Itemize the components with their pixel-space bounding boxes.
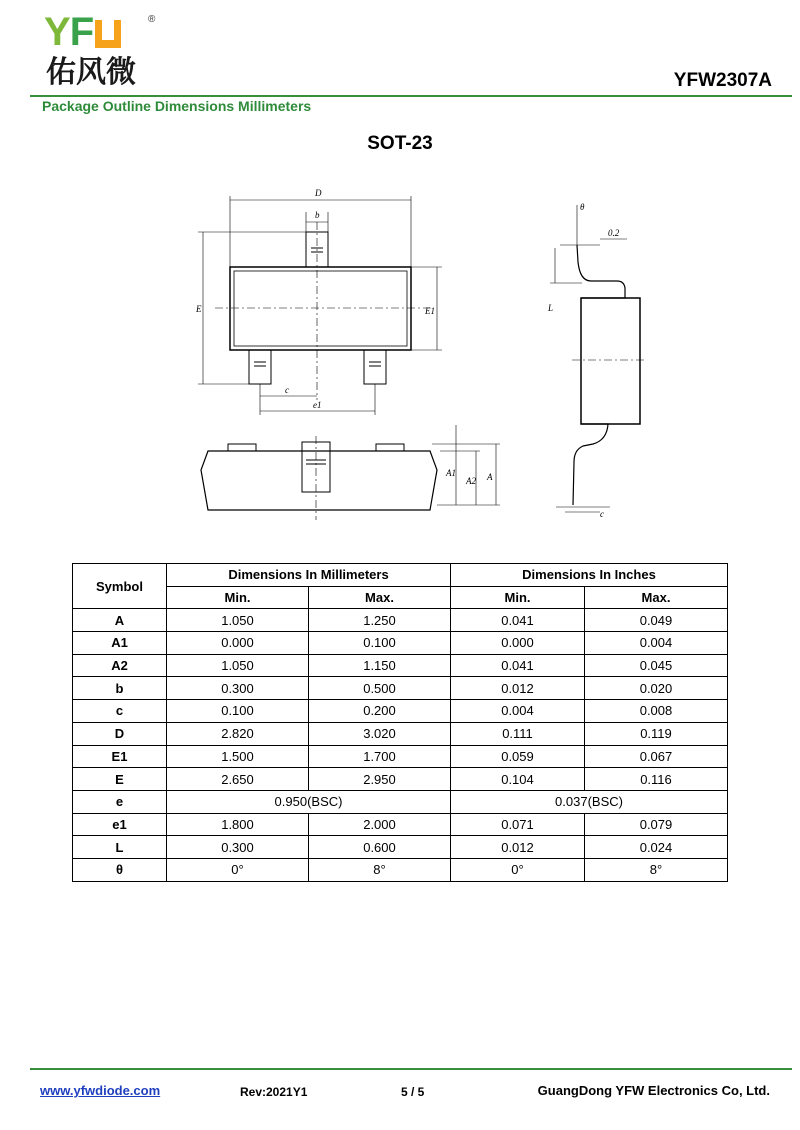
table-row [73, 813, 728, 836]
in-min-cell: 0.111 [451, 722, 585, 745]
mm-min-cell: 0° [167, 858, 309, 881]
logo-wordmark: YF [44, 10, 121, 54]
in-min-cell: 0.004 [451, 700, 585, 723]
row-symbol: b [73, 677, 167, 700]
in-min-cell: 0.012 [451, 836, 585, 859]
table-row [73, 677, 728, 700]
row-symbol: c [73, 700, 167, 723]
in-min-cell: 0.071 [451, 813, 585, 836]
label-E1: E1 [425, 306, 435, 316]
in-max-header: Max. [585, 586, 728, 609]
in-max-cell: 0.067 [585, 745, 728, 768]
footer-divider [30, 1068, 792, 1070]
table-row [73, 745, 728, 768]
mm-min-cell: 2.820 [167, 722, 309, 745]
mm-min-cell: 1.050 [167, 609, 309, 632]
mm-max-cell: 8° [309, 858, 451, 881]
page-number: 5 / 5 [401, 1085, 425, 1099]
row-symbol: E [73, 768, 167, 791]
mm-max-cell: 0.200 [309, 700, 451, 723]
side-view [550, 205, 646, 512]
mm-max-header: Max. [309, 586, 451, 609]
row-symbol: E1 [73, 745, 167, 768]
dimensions-table [72, 563, 728, 882]
table-row [73, 790, 728, 813]
registered-icon: ® [148, 14, 156, 25]
mm-min-cell: 1.800 [167, 813, 309, 836]
label-L: L [548, 303, 554, 313]
mm-max-cell: 0.600 [309, 836, 451, 859]
logo-mark-icon [95, 20, 121, 48]
in-min-cell: 0.000 [451, 632, 585, 655]
mm-max-cell: 0.500 [309, 677, 451, 700]
in-min-cell: 0° [451, 858, 585, 881]
row-symbol: A [73, 609, 167, 632]
mm-min-cell: 0.000 [167, 632, 309, 655]
label-b: b [315, 210, 320, 220]
label-theta: θ [580, 202, 585, 212]
in-max-cell: 0.008 [585, 700, 728, 723]
in-max-cell: 0.116 [585, 768, 728, 791]
row-symbol: A1 [73, 632, 167, 655]
mm-max-cell: 1.700 [309, 745, 451, 768]
in-min-header: Min. [451, 586, 585, 609]
symbol-header: Symbol [73, 564, 167, 609]
in-max-cell: 0.049 [585, 609, 728, 632]
mm-max-cell: 1.150 [309, 654, 451, 677]
logo-chinese-name: 佑风微 [46, 55, 136, 90]
in-max-cell: 0.024 [585, 836, 728, 859]
in-bsc-cell: 0.037(BSC) [451, 790, 728, 813]
label-c-top: c [285, 385, 289, 395]
label-e1: e1 [313, 400, 322, 410]
label-A1: A1 [446, 468, 456, 478]
top-view [198, 196, 442, 415]
label-gauge: 0.2 [608, 228, 620, 238]
in-min-cell: 0.041 [451, 654, 585, 677]
table-row [73, 858, 728, 881]
mm-min-cell: 2.650 [167, 768, 309, 791]
table-row [73, 836, 728, 859]
label-A: A [487, 472, 493, 482]
mm-max-cell: 2.950 [309, 768, 451, 791]
row-symbol: L [73, 836, 167, 859]
mm-max-cell: 0.100 [309, 632, 451, 655]
table-row [73, 609, 728, 632]
in-min-cell: 0.041 [451, 609, 585, 632]
in-max-cell: 0.079 [585, 813, 728, 836]
section-subtitle: Package Outline Dimensions Millimeters [42, 98, 312, 114]
mm-bsc-cell: 0.950(BSC) [167, 790, 451, 813]
row-symbol: e [73, 790, 167, 813]
revision-label: Rev:2021Y1 [240, 1085, 308, 1099]
table-row [73, 654, 728, 677]
table-row [73, 632, 728, 655]
mm-max-cell: 1.250 [309, 609, 451, 632]
mm-max-cell: 3.020 [309, 722, 451, 745]
part-number: YFW2307A [673, 70, 772, 91]
label-D: D [315, 188, 322, 198]
mm-min-cell: 1.050 [167, 654, 309, 677]
inches-header: Dimensions In Inches [451, 564, 728, 587]
in-max-cell: 0.004 [585, 632, 728, 655]
mm-min-cell: 0.300 [167, 836, 309, 859]
row-symbol: e1 [73, 813, 167, 836]
mm-min-cell: 1.500 [167, 745, 309, 768]
website-link[interactable]: www.yfwdiode.com [40, 1083, 161, 1098]
row-symbol: θ [73, 858, 167, 881]
company-name: GuangDong YFW Electronics Co, Ltd. [537, 1083, 770, 1098]
package-title: SOT-23 [367, 133, 433, 154]
row-symbol: A2 [73, 654, 167, 677]
in-min-cell: 0.104 [451, 768, 585, 791]
mm-min-cell: 0.300 [167, 677, 309, 700]
in-min-cell: 0.059 [451, 745, 585, 768]
in-max-cell: 0.119 [585, 722, 728, 745]
in-max-cell: 8° [585, 858, 728, 881]
table-row [73, 722, 728, 745]
in-max-cell: 0.020 [585, 677, 728, 700]
label-A2: A2 [466, 476, 476, 486]
package-outline-drawing [0, 180, 800, 530]
in-max-cell: 0.045 [585, 654, 728, 677]
mm-max-cell: 2.000 [309, 813, 451, 836]
mm-min-cell: 0.100 [167, 700, 309, 723]
company-logo [44, 10, 164, 92]
label-c-side: c [600, 509, 604, 519]
in-min-cell: 0.012 [451, 677, 585, 700]
header-divider [30, 95, 792, 97]
row-symbol: D [73, 722, 167, 745]
millimeters-header: Dimensions In Millimeters [167, 564, 451, 587]
mm-min-header: Min. [167, 586, 309, 609]
table-row [73, 768, 728, 791]
table-row [73, 700, 728, 723]
label-E: E [196, 304, 202, 314]
